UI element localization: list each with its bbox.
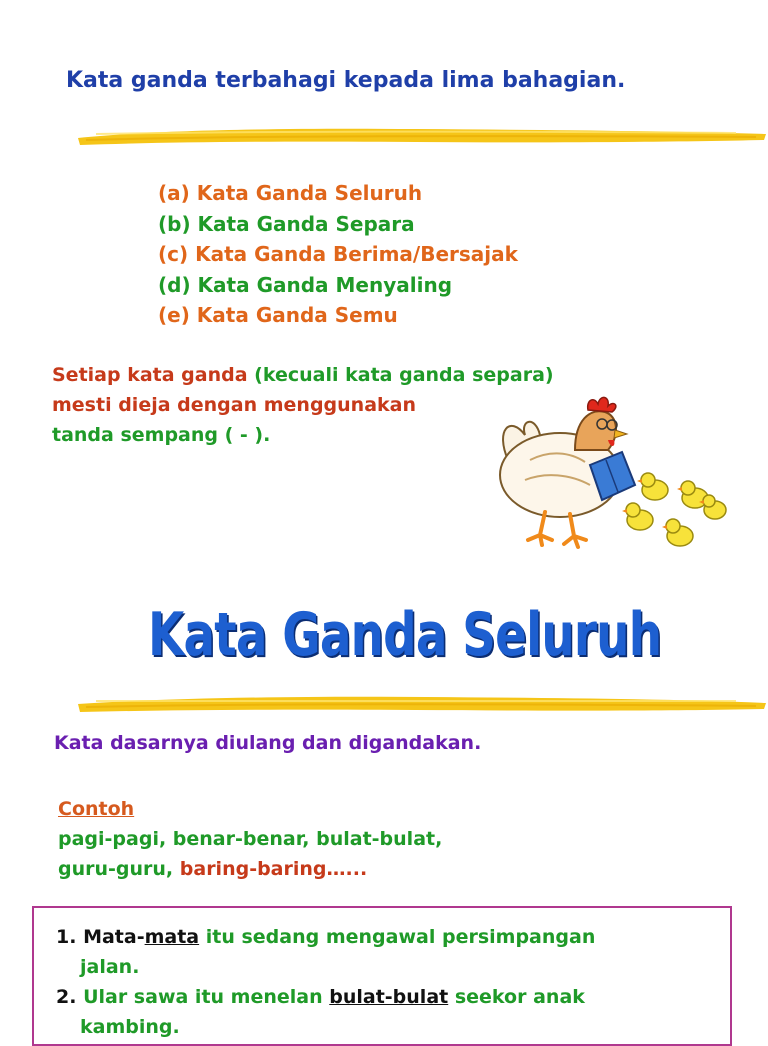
list-item: (c) Kata Ganda Berima/Bersajak — [158, 242, 518, 266]
examples-line: pagi-pagi, benar-benar, bulat-bulat, — [58, 828, 443, 850]
example-text: seekor anak — [448, 986, 585, 1008]
example-number: 2. — [56, 986, 84, 1008]
example-number: 1. — [56, 926, 84, 948]
example-word: Mata- — [83, 926, 145, 948]
section-definition: Kata dasarnya diulang dan digandakan. — [54, 732, 482, 754]
note-text: tanda sempang ( - ). — [52, 424, 271, 446]
kata-ganda-types-list — [158, 178, 518, 331]
hen-reading-book-with-chicks-icon — [490, 390, 730, 560]
examples-ellipsis: …... — [326, 858, 368, 880]
list-item: (e) Kata Ganda Semu — [158, 303, 398, 327]
list-item: (b) Kata Ganda Separa — [158, 211, 415, 236]
example-text: Ular sawa itu menelan — [83, 986, 330, 1008]
example-word-underlined: mata — [144, 926, 200, 948]
intro-title: Kata ganda terbahagi kepada lima bahagian. — [66, 68, 626, 93]
note-paragraph — [52, 360, 554, 450]
example-word-underlined: bulat-bulat — [329, 986, 449, 1008]
yellow-highlight-divider — [76, 118, 768, 152]
examples-word: guru-guru, — [58, 858, 180, 880]
yellow-highlight-divider — [76, 686, 768, 720]
list-item: (d) Kata Ganda Menyaling — [158, 272, 453, 297]
note-exception: (kecuali kata ganda separa) — [254, 364, 554, 386]
example-text: itu sedang mengawal persimpangan — [199, 926, 596, 948]
note-text: mesti dieja dengan menggunakan — [52, 394, 416, 416]
examples-word: baring-baring — [179, 858, 327, 880]
sentence-examples — [56, 922, 595, 1042]
example-text: kambing. — [80, 1016, 180, 1038]
section-title: Kata Ganda Seluruh — [148, 600, 662, 670]
examples-list — [58, 794, 442, 884]
examples-heading: Contoh — [58, 798, 135, 820]
note-text: Setiap kata ganda — [52, 364, 255, 386]
list-item: (a) Kata Ganda Seluruh — [158, 181, 423, 205]
example-text: jalan. — [80, 956, 140, 978]
